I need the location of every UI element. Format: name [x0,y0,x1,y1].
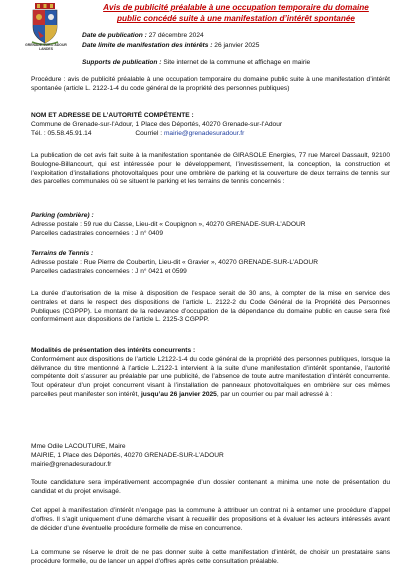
tennis-block [31,250,390,276]
coat-of-arms-logo [30,3,60,47]
modalities-heading: Modalités de présentation des intérêts concurrents : [31,347,196,354]
intro-paragraph: La publication de cet avis fait suite à la manifestation spontanée de GIRASOLE Energies, 77 rue Marcel Dassault, 92100 Boulogne-Billancourt, qui est intéressée pour le développement, l’investissement, la conception, la construction et l’exploitation d’installations photovoltaïques pour une ombrière de parking et la couverture de deux terrains de tennis sur des parcelles communales où se situent le parking et les terrains de tennis concernés : [31,152,390,186]
mayor-name: Mme Odile LACOUTURE, Maire [31,443,126,450]
tennis-address: Adresse postale : Rue Pierre de Coubertin, Lieu-dit « Gravier », 40270 GRENADE-SUR-L’ADOUR [31,258,318,266]
call-paragraph: Cet appel à manifestation d’intérêt n’engage pas la commune à attribuer un contrat ni à entamer une procédure d’appel d’offres. Il s’agit uniquement d’une démarche visant à recueillir des propositions et à évaluer les acteurs intéressés avant de décider d’une éventuelle procédure formelle de mise en concurrence. [31,507,390,532]
document-title: Avis de publicité préalable à une occupation temporaire du domaine public concédé suite à une manifestation d’intérêt spontanée [103,3,369,24]
parking-block [31,212,390,238]
logo-caption: GRENADE-SUR-L'ADOUR LANDES [25,43,67,51]
authority-contact: Tél. : 05.58.45.91.14 Courriel : mairie@grenadesuradour.fr [31,129,245,137]
publication-date: Date de publication : 27 décembre 2024 [82,32,204,39]
authority-heading: NOM ET ADRESSE DE L’AUTORITÉ COMPÉTENTE : [31,112,194,119]
procedure-paragraph: Procédure : avis de publicité préalable à une occupation temporaire du domaine public suite à une manifestation d’intérêt spontanée (article L. 2122-1-4 du code général de la propriété des personnes publiques) [31,76,390,92]
tennis-heading: Terrains de Tennis : [31,250,94,257]
parking-heading: Parking (ombrière) : [31,212,94,219]
modalities-block [31,347,390,400]
reserve-paragraph: La commune se réserve le droit de ne pas donner suite à cette manifestation d’intérêt, de choisir un prestataire sans procédure formelle, ou de lancer un appel d’offres après cette consultation préalable. [31,549,390,565]
authority-block [31,112,390,138]
parking-parcels: Parcelles cadastrales concernées : J n° 0409 [31,229,164,237]
candidacy-paragraph: Toute candidature sera impérativement accompagnée d’un dossier contenant a minima une note de présentation du candidat et du projet envisagé. [31,479,390,495]
deadline-emphasis: jusqu’au 26 janvier 2025 [140,391,217,399]
parking-address: Adresse postale : 59 rue du Casse, Lieu-dit « Coupignon », 40270 GRENADE-SUR-L’ADOUR [31,220,306,228]
coat-of-arms-icon [30,3,60,47]
deadline-date: Date limite de manifestation des intérêts : 26 janvier 2025 [82,42,260,49]
mayor-email: mairie@grenadesuradour.fr [31,460,112,468]
publication-supports: Supports de publication : Site internet de la commune et affichage en mairie [82,59,311,66]
authority-address: Commune de Grenade-sur-l’Adour, 1 Place des Déportés, 40270 Grenade-sur-l’Adour [31,120,283,128]
modalities-paragraph: Conformément aux dispositions de l’article L2122-1-4 du code général de la propriété des personnes publiques, lorsque la délivrance du titre mentionné à l’article L.2122-1 intervient à la suite d’une manifestation d’intérêt spontanée, l’autorité compétente doit s’assurer au préalable par une publicité, de l’absence de toute autre manifestation d’intérêt concurrente. Tout opérateur d’un projet concurrent visant à l’installation de panneaux photovoltaïques en ombrière sur ces mêmes parcelles peut manifester son intérêt, jusqu’au 26 janvier 2025, par un courrier ou par mail adressé à : [31,355,390,399]
mayor-address-block [31,443,390,469]
tennis-parcels: Parcelles cadastrales concernées : J n° 0421 et 0599 [31,267,187,275]
mayor-address: MAIRIE, 1 Place des Déportés, 40270 GRENADE-SUR-L’ADOUR [31,451,224,459]
authority-email-link[interactable]: mairie@grenadesuradour.fr [163,129,245,137]
duration-paragraph: La durée d’autorisation de la mise à disposition de l’espace serait de 30 ans, à compter de la mise en service des centrales et dans le respect des dispositions de l’article L. 2122-2 du Code Général de la Propriété des Personnes Publiques (CGPPP). Le montant de la redevance d’occupation de la dépendance du domaine public en cause sera fixé conformément aux dispositions de l’article L. 2125-3 CGPPP. [31,290,390,324]
